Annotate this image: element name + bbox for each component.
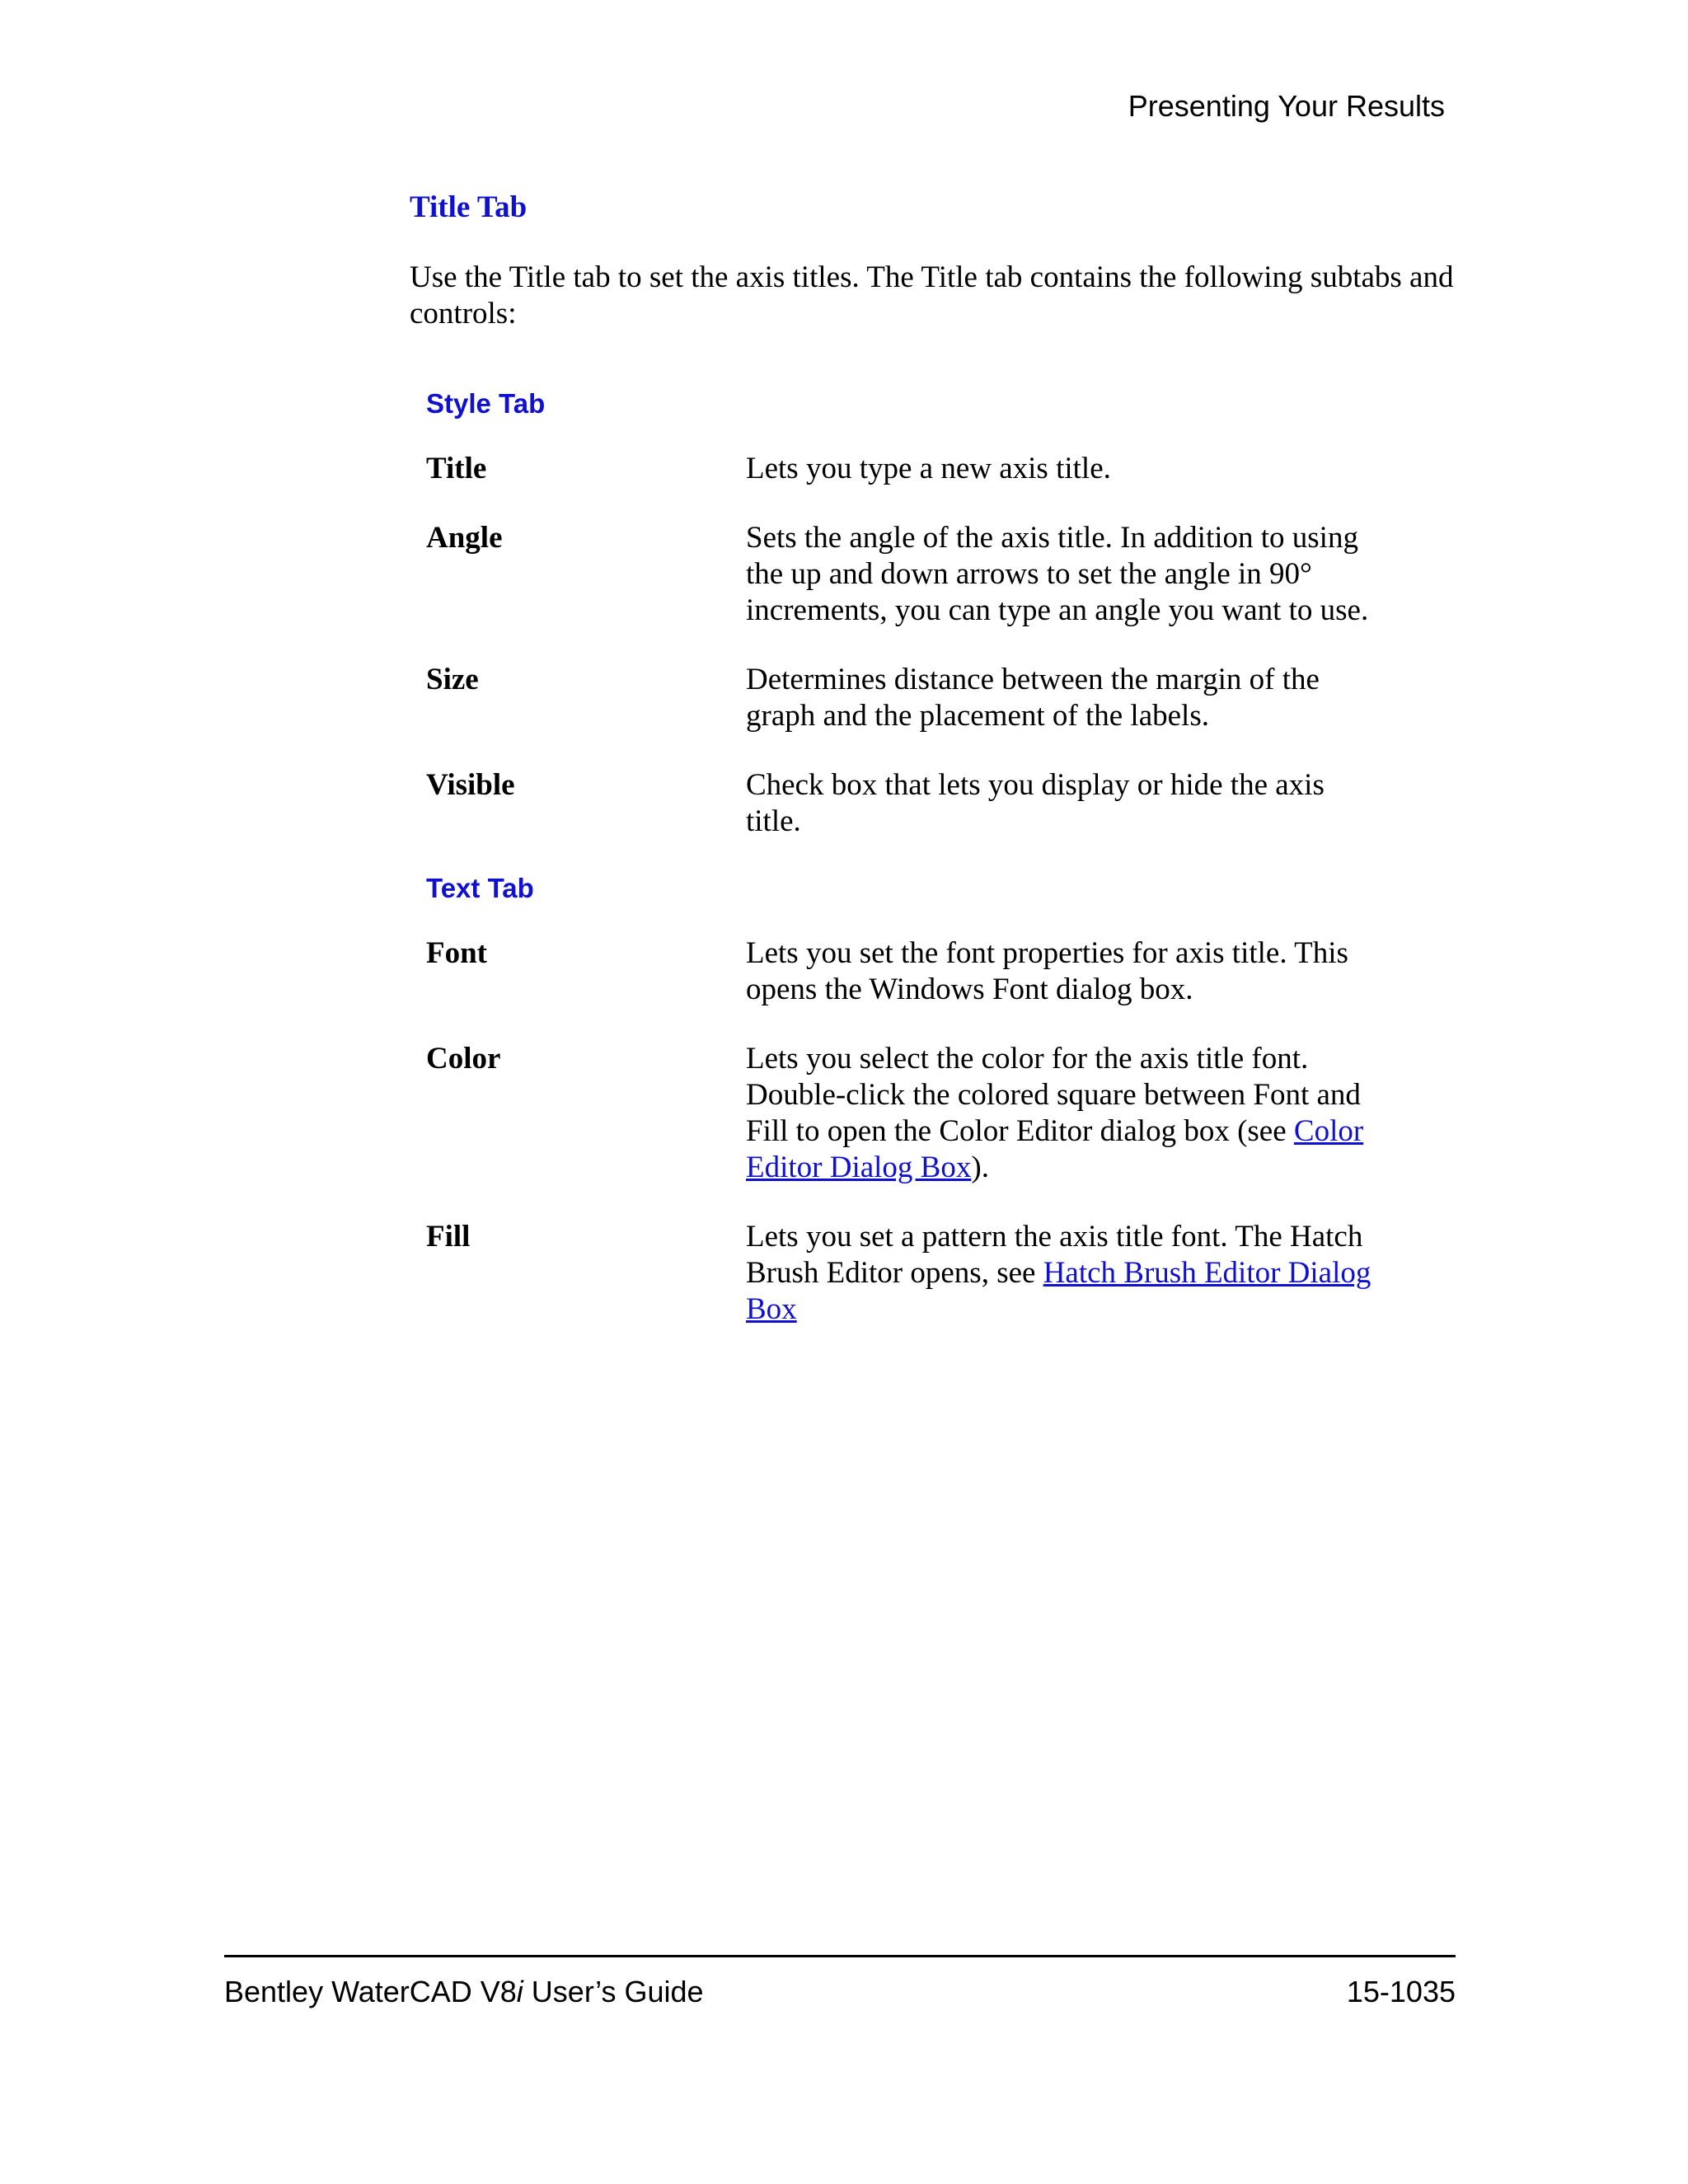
section-heading-title-tab: Title Tab bbox=[410, 190, 528, 224]
definition-row-angle bbox=[410, 520, 1456, 629]
footer-page-number: 15-1035 bbox=[1346, 1975, 1456, 2008]
footer-guide-prefix: Bentley WaterCAD V8 bbox=[224, 1975, 517, 2008]
definition-row-visible bbox=[410, 767, 1456, 840]
description: Lets you set the font properties for axis title. This opens the Windows Font dialog box. bbox=[746, 936, 1348, 1006]
page-content bbox=[410, 190, 1456, 1361]
description-text: ). bbox=[971, 1151, 989, 1184]
section-intro: Use the Title tab to set the axis titles. The Title tab contains the following subtabs and controls: bbox=[410, 260, 1454, 330]
definition-row-size bbox=[410, 662, 1456, 734]
term: Color bbox=[426, 1042, 501, 1076]
style-tab-rows bbox=[410, 451, 1456, 840]
description-text: Lets you select the color for the axis title font. Double-click the colored square between Font and Fill to open the Color Editor dialog box (see bbox=[746, 1042, 1361, 1148]
description: Lets you type a new axis title. bbox=[746, 452, 1111, 485]
footer-rule bbox=[224, 1955, 1456, 1957]
term: Fill bbox=[426, 1220, 471, 1254]
subtab-heading-style: Style Tab bbox=[426, 388, 546, 419]
definition-row-title bbox=[410, 451, 1456, 487]
definition-row-color bbox=[410, 1041, 1456, 1186]
footer-guide-italic: i bbox=[516, 1975, 523, 2008]
description: Determines distance between the margin of the graph and the placement of the labels. bbox=[746, 663, 1320, 733]
term: Size bbox=[426, 663, 479, 696]
footer-guide-title bbox=[224, 1975, 704, 2009]
text-tab-rows bbox=[410, 935, 1456, 1328]
color-editor-link[interactable]: Color Editor Dialog Box bbox=[746, 1114, 1364, 1184]
running-header: Presenting Your Results bbox=[1128, 89, 1445, 123]
description bbox=[746, 1041, 1372, 1186]
definition-row-fill bbox=[410, 1219, 1456, 1328]
term: Font bbox=[426, 936, 487, 970]
description bbox=[746, 1219, 1372, 1328]
description-text: Lets you set a pattern the axis title font. The Hatch Brush Editor opens, see bbox=[746, 1220, 1363, 1290]
definition-row-font bbox=[410, 935, 1456, 1008]
subtab-heading-text: Text Tab bbox=[426, 873, 534, 903]
description: Sets the angle of the axis title. In addition to using the up and down arrows to set the angle in 90° increments, you can type an angle you want to use. bbox=[746, 521, 1369, 627]
footer-guide-suffix: User’s Guide bbox=[523, 1975, 704, 2008]
description: Check box that lets you display or hide the axis title. bbox=[746, 768, 1325, 838]
term: Title bbox=[426, 452, 487, 485]
term: Angle bbox=[426, 521, 503, 555]
term: Visible bbox=[426, 768, 515, 802]
hatch-brush-editor-link[interactable]: Hatch Brush Editor Dialog Box bbox=[746, 1256, 1372, 1326]
